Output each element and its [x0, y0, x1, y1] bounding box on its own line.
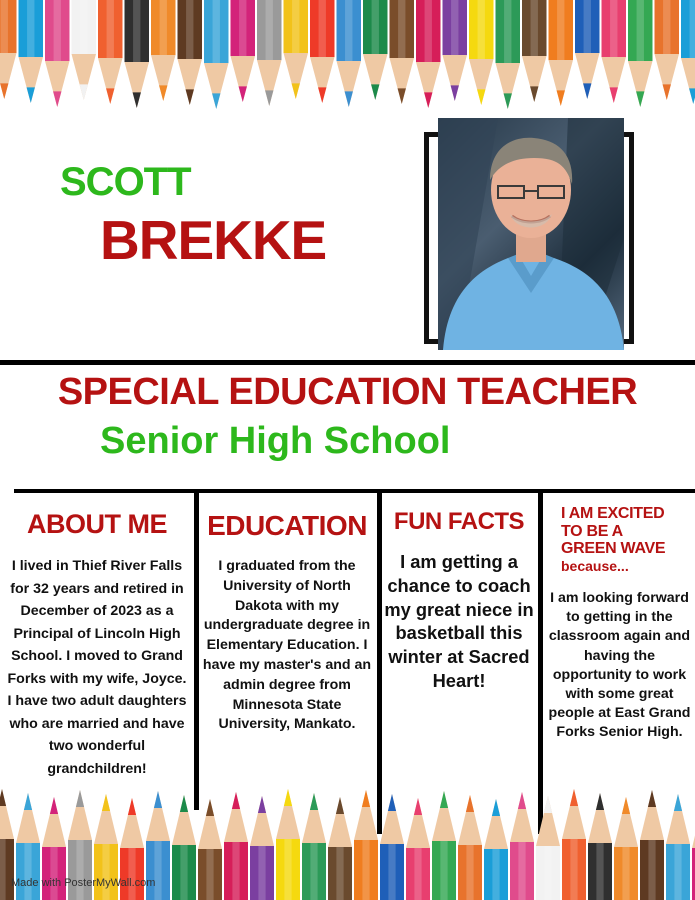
pencil-icon [536, 796, 560, 900]
pencil-icon [172, 795, 196, 900]
teacher-photo [438, 118, 624, 350]
fun-facts-text: I am getting a chance to coach my great niece in basketball this winter at Sacred Heart! [384, 551, 534, 691]
excited-section [548, 505, 691, 743]
pencil-icon [224, 792, 248, 900]
pencil-icon [0, 0, 17, 99]
pencil-icon [484, 799, 508, 900]
pencil-icon [198, 799, 222, 900]
pencil-icon [614, 797, 638, 900]
fun-facts-heading: FUN FACTS [393, 508, 525, 535]
teacher-first-name: SCOTT [60, 160, 191, 204]
pencil-icon [125, 0, 150, 108]
pencil-icon [655, 0, 680, 100]
pencil-icon [416, 0, 441, 108]
pencil-decoration-top [0, 0, 695, 122]
pencil-icon [72, 0, 97, 100]
fun-facts-section [384, 505, 534, 693]
pencil-icon [45, 0, 70, 107]
teacher-last-name: BREKKE [100, 209, 327, 271]
pencil-icon [151, 0, 176, 101]
column-divider-1 [194, 492, 199, 810]
pencil-icon [363, 0, 388, 100]
pencil-icon [588, 793, 612, 900]
school-name: Senior High School [100, 420, 451, 462]
pencil-icon [284, 0, 309, 99]
pencil-icon [640, 790, 664, 900]
pencil-icon [98, 0, 123, 104]
pencil-icon [575, 0, 600, 99]
pencil-icon [328, 797, 352, 900]
pencil-icon [510, 792, 534, 900]
pencil-icon [390, 0, 415, 104]
education-text: I graduated from the University of North Dakota with my undergraduate degree in Elementary Education. I have my master's and an admin degree from Minnesota State University, Mankato. [202, 558, 372, 733]
pencil-icon [469, 0, 494, 105]
about-me-text: I lived in Thief River Falls for 32 years and retired in December of 2023 as a Principal of Lincoln High School. I moved to Grand Forks with my wife, Joyce. I have two adult daughters who are married and have two wonderful grandchildren! [7, 558, 187, 777]
excited-heading: I AM EXCITED TO BE A GREEN WAVE because... [561, 505, 666, 574]
pencil-icon [310, 0, 335, 103]
column-divider-2 [377, 492, 382, 834]
pencil-icon [250, 796, 274, 900]
pencil-icon [549, 0, 574, 106]
divider-line-sections [14, 489, 695, 493]
about-me-section [4, 505, 190, 780]
pencil-icon [354, 790, 378, 900]
pencil-icon [628, 0, 653, 107]
education-section [201, 505, 373, 735]
pencil-icon [406, 798, 430, 900]
divider-line-top [0, 360, 695, 365]
education-heading: EDUCATION [207, 510, 367, 541]
pencil-icon [276, 789, 300, 900]
pencil-icon [337, 0, 362, 107]
pencil-icon [602, 0, 627, 103]
pencil-icon [458, 795, 482, 900]
pencil-icon [178, 0, 203, 105]
pencil-icon [443, 0, 468, 101]
job-title: SPECIAL EDUCATION TEACHER [57, 371, 638, 413]
pencil-icon [681, 0, 695, 104]
portrait-image [438, 118, 624, 350]
pencil-icon [496, 0, 521, 109]
pencil-icon [257, 0, 282, 106]
pencil-icon [19, 0, 44, 103]
pencil-icon [231, 0, 256, 102]
pencil-icon [666, 794, 690, 900]
excited-text: I am looking forward to getting in the classroom again and having the opportunity to work with some great people at East Grand Forks Senior High. [548, 590, 691, 741]
pencil-icon [204, 0, 229, 109]
pencil-icon [522, 0, 547, 102]
about-me-heading: ABOUT ME [27, 509, 167, 539]
pencil-icon [302, 793, 326, 900]
top-pencil-border [0, 0, 695, 122]
pencil-icon [432, 791, 456, 900]
watermark: Made with PosterMyWall.com [11, 877, 156, 889]
pencil-icon [562, 789, 586, 900]
column-divider-3 [538, 492, 543, 834]
pencil-icon [380, 794, 404, 900]
